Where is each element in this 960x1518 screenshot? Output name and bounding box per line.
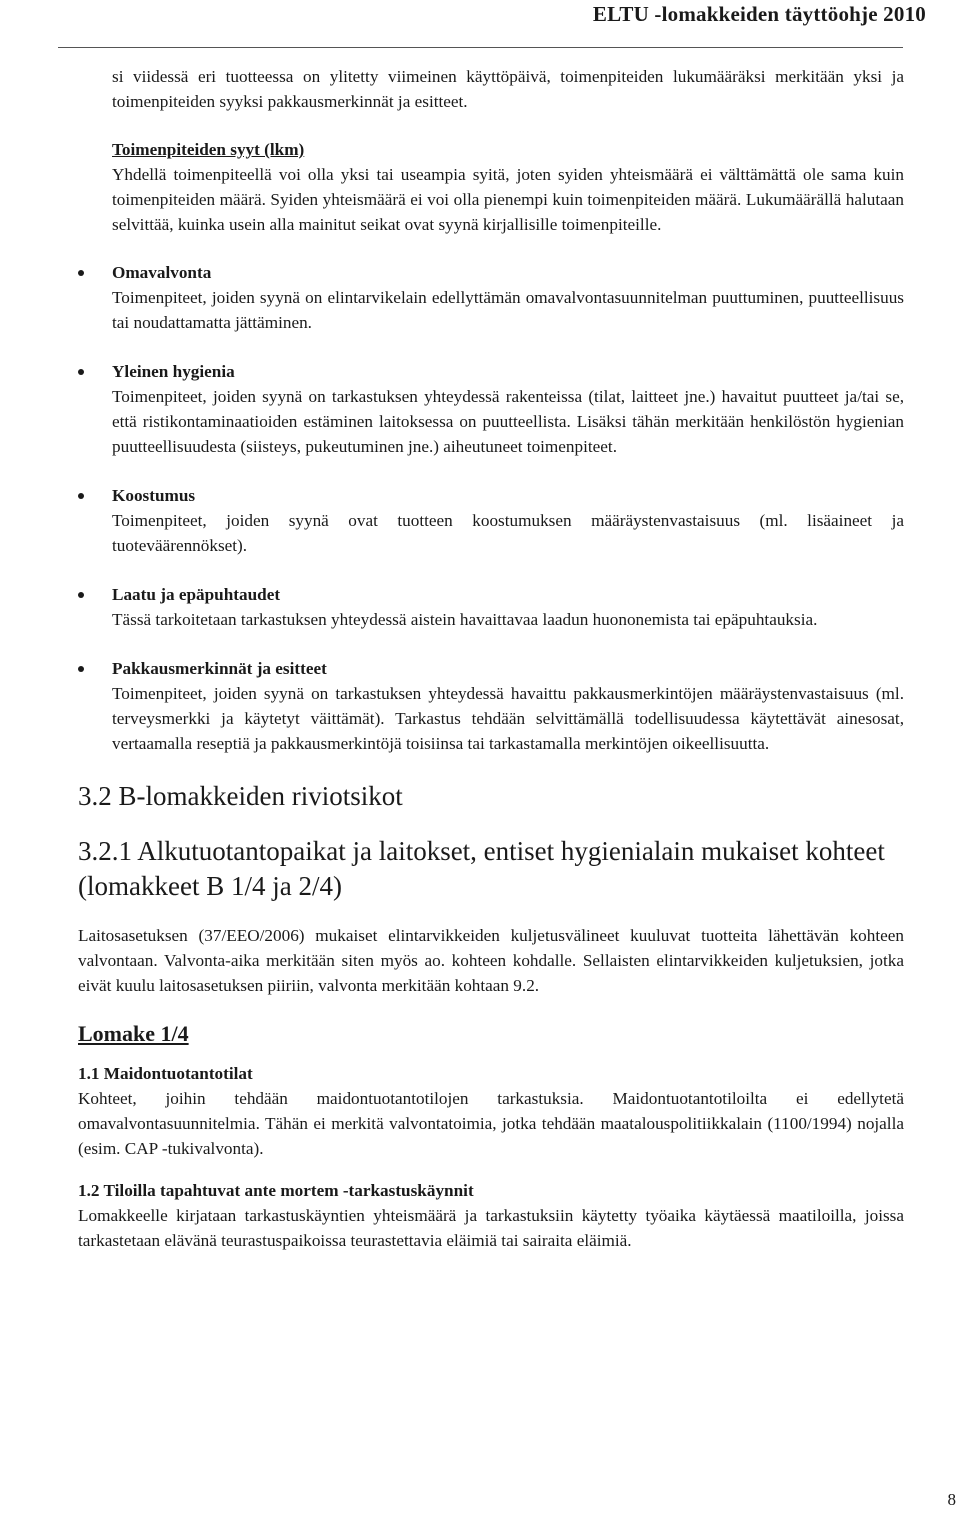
bullet-item-laatu (78, 582, 904, 632)
section-3-2-1-text: Laitosasetuksen (37/EEO/2006) mukaiset elintarvikkeiden kuljetusvälineet kuuluvat tuotteita lähettävän kohteen valvontaan. Valvonta-aika merkitään siten myös ao. kohteen kohdalle. Sellaisten elintarvikkeiden kuljetuksien, jotka eivät kuulu laitosasetuksen piiriin, valvonta merkitään kohtaan 9.2. (78, 926, 904, 995)
bullet-title: Laatu ja epäpuhtaudet (112, 585, 281, 604)
bullet-text: Tässä tarkoitetaan tarkastuksen yhteydessä aistein havaittavaa laadun huononemista tai epäpuhtauksia. (112, 610, 818, 629)
bullet-item-yleinen-hygienia (78, 359, 904, 459)
bullet-text: Toimenpiteet, joiden syynä on elintarvikelain edellyttämän omavalvontasuunnitelman puuttuminen, puutteellisuus tai noudattamatta jättäminen. (112, 288, 904, 332)
bullet-item-pakkausmerkinnat (78, 656, 904, 756)
bullet-item-omavalvonta (78, 260, 904, 335)
lomake-item-text: Lomakkeelle kirjataan tarkastuskäyntien yhteismäärä ja tarkastuksiin käytetty työaika käytäessä maatiloilla, joissa tarkastetaan elävänä teurastuspaikoissa teurastettavia eläimiä tai sairaita eläimiä. (78, 1206, 904, 1250)
intro-paragraph: si viidessä eri tuotteessa on ylitetty viimeinen käyttöpäivä, toimenpiteiden lukumääräksi merkitään yksi ja toimenpiteiden syyksi pakkausmerkinnät ja esitteet. (112, 67, 904, 111)
lomake-item-title: Tiloilla tapahtuvat ante mortem -tarkastuskäynnit (103, 1181, 474, 1200)
bullet-dot-icon (78, 270, 84, 276)
section-heading-3-2-1: 3.2.1 Alkutuotantopaikat ja laitokset, entiset hygienialain mukaiset kohteet (lomakkeet B 1/4 ja 2/4) (78, 836, 885, 901)
bullet-title: Omavalvonta (112, 263, 212, 282)
lomake-item-number: 1.2 (78, 1181, 100, 1200)
lomake-item-heading (78, 1178, 904, 1203)
lomake-item-1-1 (78, 1061, 904, 1161)
bullet-dot-icon (78, 369, 84, 375)
bullet-title: Yleinen hygienia (112, 362, 235, 381)
lomake-item-heading (78, 1061, 904, 1086)
header-divider (58, 47, 903, 48)
bullet-text: Toimenpiteet, joiden syynä on tarkastuksen yhteydessä havaittu pakkausmerkintöjen määräystenvastaisuus (ml. terveysmerkki ja käytetyt väittämät). Tarkastus tehdään selvittämällä todellisuudessa käytettävät ainesosat, vertaamalla reseptiä ja pakkausmerkintöjä toisiinsa tai tarkastamalla merkintöjen oikeellisuutta. (112, 684, 904, 753)
bullet-text: Toimenpiteet, joiden syynä on tarkastuksen yhteydessä rakenteissa (tilat, laitteet jne.) havaitut puutteet ja/tai se, että ristikontaminaatioiden estäminen laitoksessa on puutteellista. Lisäksi tähän merkitään henkilöstön hygienian puutteellisuudesta (siisteys, pukeutuminen jne.) aiheutuneet toimenpiteet. (112, 387, 904, 456)
bullet-dot-icon (78, 666, 84, 672)
reasons-text: Yhdellä toimenpiteellä voi olla yksi tai useampia syitä, joten syiden yhteismäärä ei välttämättä ole sama kuin toimenpiteiden määrä. Syiden yhteismäärä ei voi olla pienempi kuin toimenpiteiden määrä. Lukumäärällä halutaan selvittää, kuinka usein alla mainitut seikat ovat syynä kirjallisille toimenpiteille. (112, 165, 904, 234)
bullet-dot-icon (78, 493, 84, 499)
lomake-item-1-2 (78, 1178, 904, 1253)
document-body (78, 64, 904, 1270)
lomake-heading: Lomake 1/4 (78, 1021, 189, 1046)
bullet-text: Toimenpiteet, joiden syynä ovat tuotteen koostumuksen määräystenvastaisuus (ml. lisäaineet ja tuoteväärennökset). (112, 511, 904, 555)
page-header-title: ELTU -lomakkeiden täyttöohje 2010 (592, 2, 926, 26)
bullet-title: Pakkausmerkinnät ja esitteet (112, 659, 327, 678)
reasons-title: Toimenpiteiden syyt (lkm) (112, 140, 305, 159)
bullet-title: Koostumus (112, 486, 196, 505)
lomake-item-text: Kohteet, joihin tehdään maidontuotantotilojen tarkastuksia. Maidontuotantotiloilta ei edellytetä omavalvontasuunnitelmia. Tähän ei merkitä valvontatoimia, jotka tehdään maatalouspolitiikkalain (1100/1994) nojalla (esim. CAP -tukivalvonta). (78, 1089, 904, 1158)
bullet-item-koostumus (78, 483, 904, 558)
lomake-item-number: 1.1 (78, 1064, 100, 1083)
reasons-section (78, 137, 904, 237)
bullet-dot-icon (78, 592, 84, 598)
section-heading-3-2: 3.2 B-lomakkeiden riviotsikot (78, 781, 403, 811)
lomake-item-title: Maidontuotantotilat (103, 1064, 253, 1083)
page-number: 8 (947, 1490, 956, 1509)
